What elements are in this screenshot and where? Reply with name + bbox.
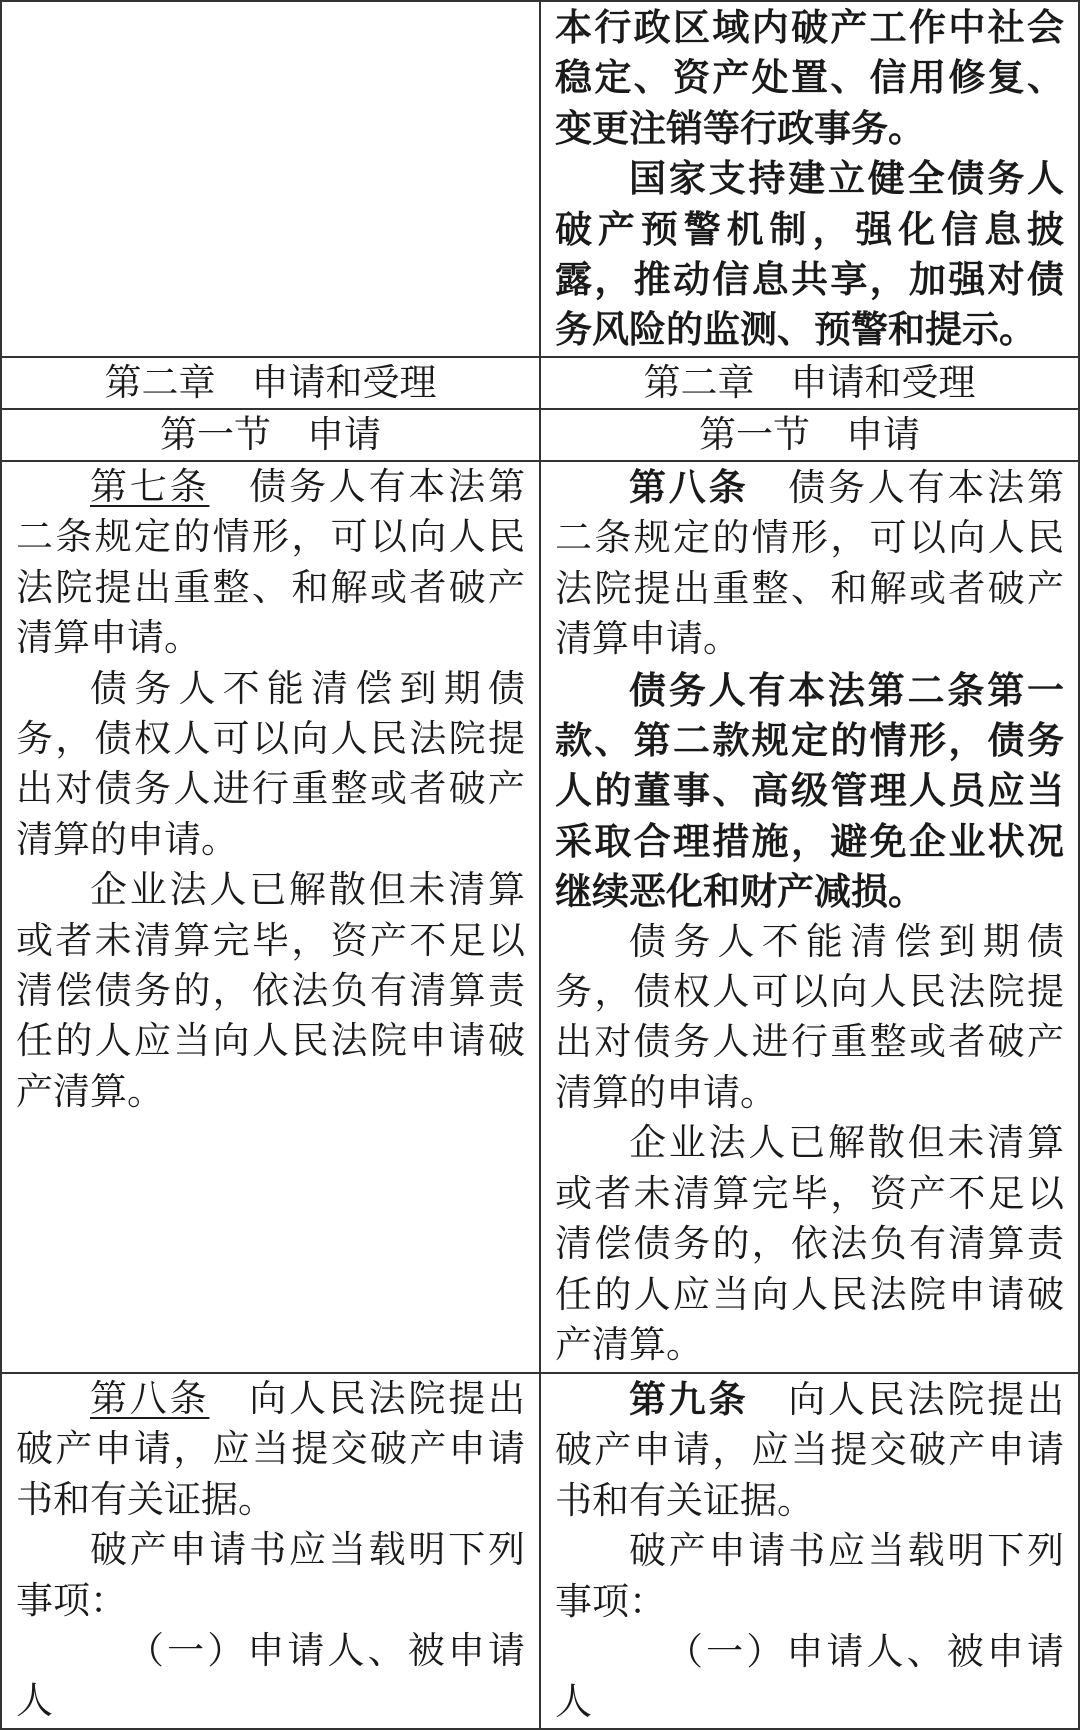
article-8-new-paragraph-4: 企业法人已解散但未清算或者未清算完毕，资产不足以清偿债务的，依法负有清算责任的人应当向人民法院申请破产清算。 (555, 1121, 1064, 1366)
article-label: 第九条 (629, 1377, 749, 1421)
table-row-chapter (1, 357, 1079, 409)
section-title: 申请 (307, 413, 381, 456)
article-9-new-paragraph-1 (555, 1374, 1064, 1526)
article-text: 向人民法院提出破产申请，应当提交破产申请书和有关证据。 (16, 1377, 526, 1521)
top-left-cell (1, 1, 540, 357)
continuation-paragraph: 本行政区域内破产工作中社会稳定、资产处置、信用修复、变更注销等行政事务。 (555, 5, 1064, 150)
chapter-heading-left (1, 357, 540, 409)
section-heading-right (540, 409, 1079, 461)
article-8-new-paragraph-2-added: 债务人有本法第二条第一款、第二款规定的情形，债务人的董事、高级管理人员应当采取合理措施，避免企业状况继续恶化和财产减损。 (555, 667, 1064, 914)
section-number: 第一节 (160, 413, 271, 456)
article-7-old-paragraph-3: 企业法人已解散但未清算或者未清算完毕，资产不足以清偿债务的，依法负有清算责任的人应当向人民法院申请破产清算。 (16, 868, 525, 1113)
table-row-top (1, 1, 1079, 357)
article-8-new-cell (540, 461, 1079, 1373)
article-label: 第八条 (90, 1377, 210, 1420)
chapter-number: 第二章 (643, 361, 755, 404)
article-8-new-paragraph-3: 债务人不能清偿到期债务，债权人可以向人民法院提出对债务人进行重整或者破产清算的申请。 (555, 919, 1064, 1114)
table-row-article (1, 1373, 1079, 1729)
article-7-old-paragraph-2: 债务人不能清偿到期债务，债权人可以向人民法院提出对债务人进行重整或者破产清算的申请。 (16, 666, 525, 861)
article-8-old-paragraph-1 (16, 1374, 525, 1525)
chapter-heading-right (540, 357, 1079, 409)
article-text: 债务人有本法第二条规定的情形，可以向人民法院提出重整、和解或者破产清算申请。 (16, 465, 526, 660)
article-7-old-paragraph-1 (16, 462, 525, 664)
article-8-old-item-1: （一）申请人、被申请人 (16, 1629, 525, 1723)
section-heading-left (1, 409, 540, 461)
table-row-section (1, 409, 1079, 461)
article-text: 债务人有本法第二条规定的情形，可以向人民法院提出重整、和解或者破产清算申请。 (555, 466, 1065, 661)
article-8-old-paragraph-2: 破产申请书应当载明下列事项： (16, 1528, 525, 1622)
article-9-new-item-1: （一）申请人、被申请人 (555, 1630, 1064, 1724)
chapter-number: 第二章 (104, 361, 216, 404)
table-row-article (1, 461, 1079, 1373)
article-8-old-cell (1, 1373, 540, 1729)
article-7-old-cell (1, 461, 540, 1373)
article-9-new-cell (540, 1373, 1079, 1729)
article-text: 向人民法院提出破产申请，应当提交破产申请书和有关证据。 (555, 1378, 1065, 1522)
top-right-cell (540, 1, 1079, 357)
chapter-title: 申请和受理 (790, 361, 976, 404)
article-label: 第七条 (90, 465, 210, 508)
article-label: 第八条 (629, 465, 749, 509)
article-9-new-paragraph-2: 破产申请书应当载明下列事项： (555, 1529, 1064, 1623)
section-title: 申请 (846, 413, 920, 456)
article-8-new-paragraph-1 (555, 462, 1064, 665)
chapter-title: 申请和受理 (251, 361, 437, 404)
section-number: 第一节 (699, 413, 810, 456)
warning-mechanism-paragraph: 国家支持建立健全债务人破产预警机制，强化信息披露，推动信息共享，加强对债务风险的监测、预警和提示。 (555, 156, 1064, 352)
